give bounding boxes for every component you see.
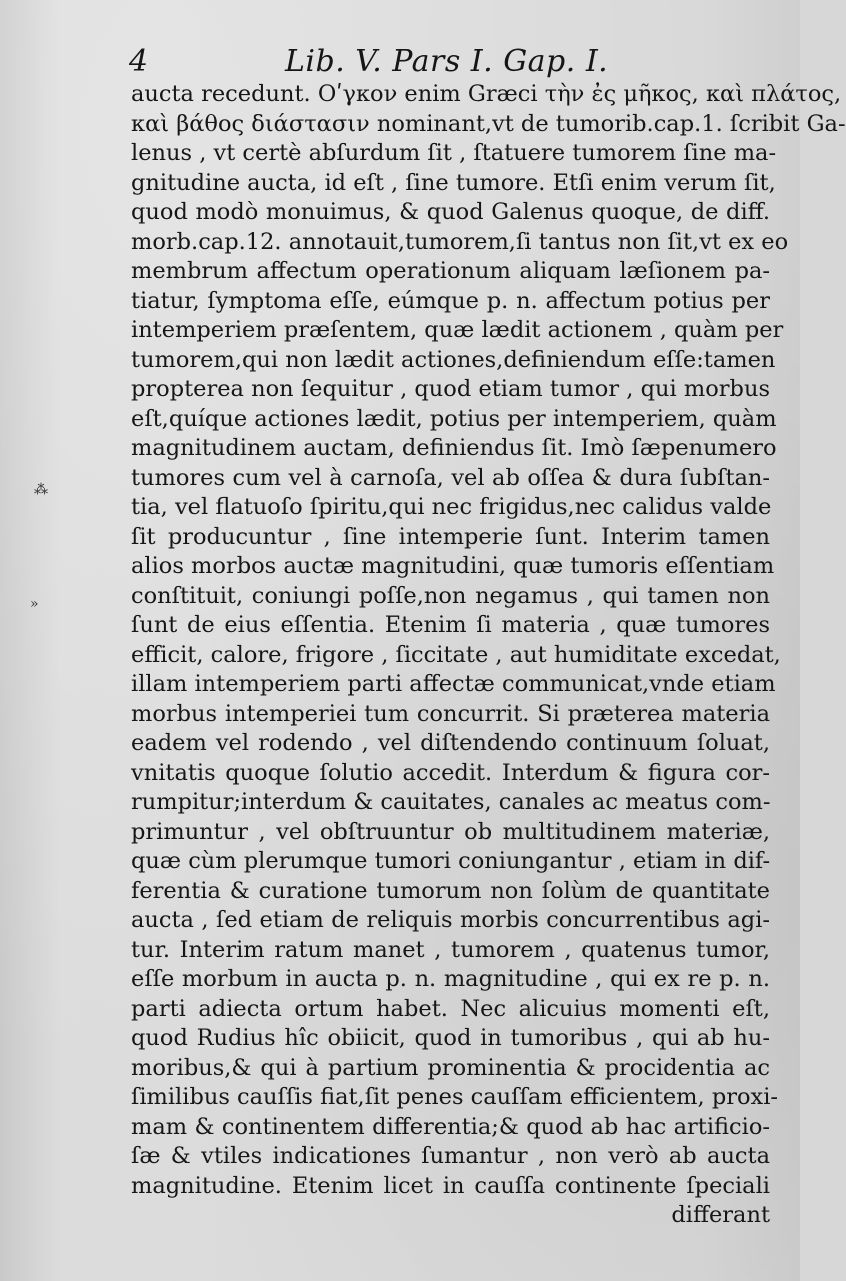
text-line: moribus,& qui à partium prominentia & procidentia ac xyxy=(131,1054,770,1081)
text-line: mam & continentem differentia;& quod ab hac artificio- xyxy=(131,1113,770,1140)
text-line: aucta recedunt. Oʹγκον enim Græci τὴν ἐς μῆκος, καὶ πλάτος, xyxy=(131,81,842,107)
text-line: illam intemperiem parti affectæ communicat,vnde etiam xyxy=(131,671,776,697)
text-line: tumores cum vel à carnoſa, vel ab oſſea & dura ſubſtan- xyxy=(131,464,770,491)
text-line: parti adiecta ortum habet. Nec alicuius momenti eſt, xyxy=(131,995,770,1022)
running-head: Lib. V. Pars I. Gap. I. xyxy=(285,44,609,79)
text-line: eſt,quíque actiones lædit, potius per intemperiem, quàm xyxy=(131,405,777,432)
text-line: efficit, calore, frigore , ſiccitate , aut humiditate excedat, xyxy=(131,641,781,668)
margin-mark: ⁂ xyxy=(34,482,48,498)
text-line: quæ cùm plerumque tumori coniungantur , etiam in dif- xyxy=(131,848,771,874)
text-line: ſimilibus cauſſis fiat,ſit penes cauſſam efficientem, proxi- xyxy=(131,1084,779,1110)
text-line: gnitudine aucta, id eſt , ſine tumore. Etſi enim verum ſit, xyxy=(131,169,776,196)
text-line: tumorem,qui non lædit actiones,definiendum eſſe:tamen xyxy=(131,346,776,373)
margin-mark: » xyxy=(30,596,39,612)
text-line: intemperiem præſentem, quæ lædit actionem , quàm per xyxy=(131,317,784,343)
text-line: rumpitur;interdum & cauitates, canales ac meatus com- xyxy=(131,789,771,815)
text-line: magnitudinem auctam, definiendus ſit. Imò ſæpenumero xyxy=(131,435,777,461)
page-header xyxy=(131,40,770,80)
text-line: propterea non ſequitur , quod etiam tumor , qui morbus xyxy=(131,376,770,402)
text-line: ferentia & curatione tumorum non ſolùm de quantitate xyxy=(131,877,770,904)
text-line: ſæ & vtiles indicationes ſumantur , non verò ab aucta xyxy=(131,1143,770,1169)
text-line: tur. Interim ratum manet , tumorem , quatenus tumor, xyxy=(131,936,770,963)
text-line: lenus , vt certè abſurdum ſit , ſtatuere tumorem ſine ma- xyxy=(131,140,777,166)
text-line: primuntur , vel obſtruuntur ob multitudinem materiæ, xyxy=(131,818,770,845)
text-line: eadem vel rodendo , vel diſtendendo continuum ſoluat, xyxy=(131,730,770,756)
page-number: 4 xyxy=(129,44,149,79)
text-line: eſſe morbum in aucta p. n. magnitudine , qui ex re p. n. xyxy=(131,966,770,992)
text-line: morb.cap.12. annotauit,tumorem,ſi tantus non ſit,vt ex eo xyxy=(131,228,789,255)
text-line: morbus intemperiei tum concurrit. Si præterea materia xyxy=(131,700,770,727)
text-line: vnitatis quoque ſolutio accedit. Interdum & figura cor- xyxy=(131,759,770,786)
catchword: differant xyxy=(671,1202,770,1228)
text-line: alios morbos auctæ magnitudini, quæ tumoris eſſentiam xyxy=(131,553,775,579)
text-line: magnitudine. Etenim licet in cauſſa continente ſpeciali xyxy=(131,1172,770,1199)
text-line: aucta , ſed etiam de reliquis morbis concurrentibus agi- xyxy=(131,907,770,933)
text-line: tia, vel flatuoſo ſpiritu,qui nec frigidus,nec calidus valde xyxy=(131,494,772,520)
text-line: ſit producuntur , ſine intemperie ſunt. Interim tamen xyxy=(131,523,770,550)
text-line: καὶ βάθος διάστασιν nominant,vt de tumorib.cap.1. ſcribit Ga- xyxy=(131,110,846,137)
text-line: membrum affectum operationum aliquam læſionem pa- xyxy=(131,258,770,284)
body-text xyxy=(131,80,846,1231)
text-line: quod Rudius hîc obiicit, quod in tumoribus , qui ab hu- xyxy=(131,1025,770,1051)
text-line: ſunt de eius eſſentia. Etenim ſi materia , quæ tumores xyxy=(131,612,770,638)
text-line: conſtituit, coniungi poſſe,non negamus , qui tamen non xyxy=(131,582,770,609)
text-line: tiatur, ſymptoma eſſe, eúmque p. n. affectum potius per xyxy=(131,287,770,314)
text-line: quod modò monuimus, & quod Galenus quoque, de diff. xyxy=(131,199,770,225)
